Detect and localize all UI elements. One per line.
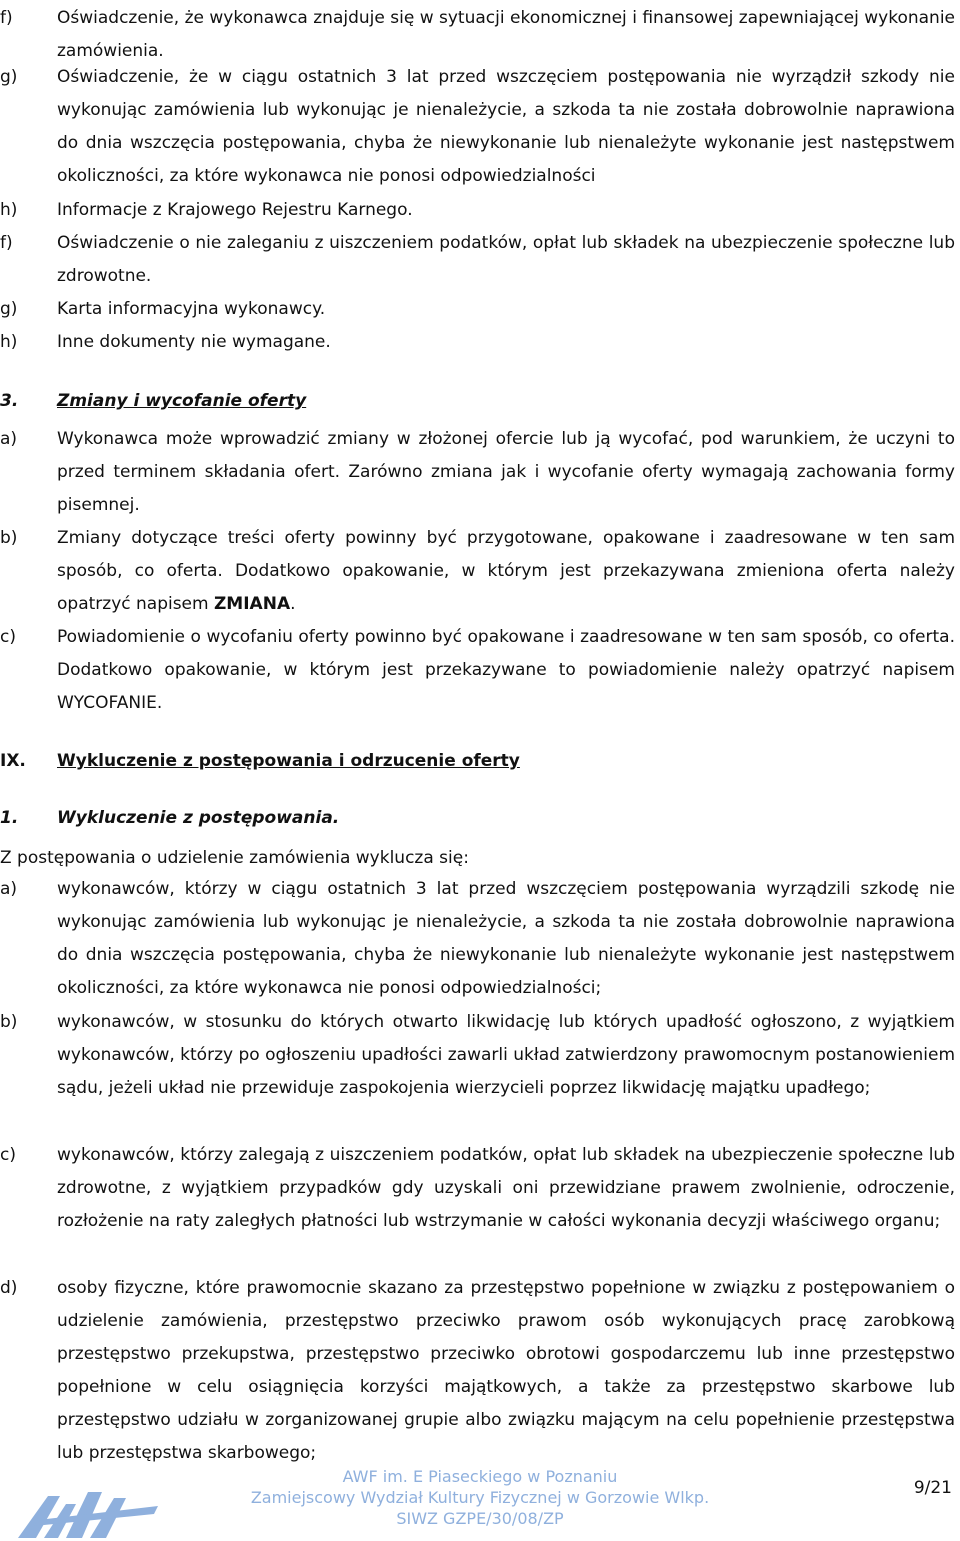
item-text: [57, 522, 955, 621]
list-item: [0, 293, 955, 326]
list-item: [0, 227, 955, 293]
item-label: h): [0, 200, 18, 220]
item-label: a): [0, 879, 18, 899]
item-text: wykonawców, w stosunku do których otwarto likwidację lub których upadłość ogłoszono, z wyjątkiem wykonawców, którzy po ogłoszeniu upadłości zawarli układ zatwierdzony prawomocnym postanowieniem sądu, jeżeli układ nie przewiduje zaspokojenia wierzycieli poprzez likwidację majątku upadłego;: [57, 1012, 955, 1098]
item-label: c): [0, 1145, 16, 1165]
item-text-main: Zmiany dotyczące treści oferty powinny być przygotowane, opakowane i zaadresowane w ten sam sposób, co oferta. Dodatkowo opakowanie, w którym jest przekazywana zmieniona oferta należy opatrzyć napisem: [57, 528, 955, 614]
item-text: Oświadczenie o nie zaleganiu z uiszczeniem podatków, opłat lub składek na ubezpieczenie społeczne lub zdrowotne.: [57, 233, 955, 286]
intro-text: Z postępowania o udzielenie zamówienia wyklucza się:: [0, 848, 469, 868]
list-item: [0, 1006, 955, 1105]
list-item: [0, 2, 955, 68]
item-text: wykonawców, którzy w ciągu ostatnich 3 lat przed wszczęciem postępowania wyrządzili szkodę nie wykonując zamówienia lub wykonując je nienależycie, a szkoda ta nie została dobrowolnie naprawiona do dnia wszczęcia postępowania, chyba że niewykonanie lub nienależyte wykonanie jest następstwem okoliczności, za które wykonawca nie ponosi odpowiedzialności;: [57, 879, 955, 998]
subsection-heading: [0, 803, 339, 833]
page-footer: [0, 1466, 960, 1541]
subsection-number: 1.: [0, 808, 19, 828]
chapter-number: IX.: [0, 751, 26, 771]
chapter-heading: [0, 746, 520, 776]
item-text: Oświadczenie, że wykonawca znajduje się w sytuacji ekonomicznej i finansowej zapewniającej wykonanie zamówienia.: [57, 8, 955, 61]
list-item: [0, 423, 955, 522]
item-text: Wykonawca może wprowadzić zmiany w złożonej ofercie lub ją wycofać, pod warunkiem, że uczyni to przed terminem składania ofert. Zarówno zmiana jak i wycofanie oferty wymagają zachowania formy pisemnej.: [57, 429, 955, 515]
list-item: [0, 61, 955, 193]
list-item: [0, 873, 955, 1005]
item-label: f): [0, 8, 13, 28]
footer-line-3: SIWZ GZPE/30/08/ZP: [396, 1509, 564, 1528]
subsection-title: Wykluczenie z postępowania.: [57, 808, 340, 828]
item-text: Inne dokumenty nie wymagane.: [57, 332, 331, 352]
item-label: c): [0, 627, 16, 647]
item-label: d): [0, 1278, 18, 1298]
item-text: Powiadomienie o wycofaniu oferty powinno być opakowane i zaadresowane w ten sam sposób, co oferta. Dodatkowo opakowanie, w którym jest przekazywane to powiadomienie należy opatrzyć napisem WYCOFANIE.: [57, 627, 955, 713]
item-label: a): [0, 429, 18, 449]
section-title: Zmiany i wycofanie oferty: [57, 391, 307, 411]
item-label: g): [0, 299, 18, 319]
list-item: [0, 621, 955, 720]
item-text: Karta informacyjna wykonawcy.: [57, 299, 326, 319]
item-label: b): [0, 1012, 18, 1032]
footer-info: [0, 1466, 960, 1529]
footer-line-1: AWF im. E Piaseckiego w Poznaniu: [342, 1467, 618, 1486]
item-text: wykonawców, którzy zalegają z uiszczeniem podatków, opłat lub składek na ubezpieczenie społeczne lub zdrowotne, z wyjątkiem przypadków gdy uzyskali oni przewidziane prawem zwolnienie, odroczenie, rozłożenie na raty zaległych płatności lub wstrzymanie w całości wykonania decyzji właściwego organu;: [57, 1145, 955, 1231]
item-label: g): [0, 67, 18, 87]
footer-line-2: Zamiejscowy Wydział Kultury Fizycznej w Gorzowie Wlkp.: [250, 1488, 710, 1507]
list-item: [0, 522, 955, 621]
item-label: h): [0, 332, 18, 352]
item-text: Oświadczenie, że w ciągu ostatnich 3 lat przed wszczęciem postępowania nie wyrządził szkody nie wykonując zamówienia lub wykonując je nienależycie, a szkoda ta nie została dobrowolnie naprawiona do dnia wszczęcia postępowania, chyba że niewykonanie lub nienależyte wykonanie jest następstwem okoliczności, za które wykonawca nie ponosi odpowiedzialności: [57, 67, 955, 186]
section-number: 3.: [0, 391, 19, 411]
item-label: b): [0, 528, 18, 548]
item-text-tail: .: [290, 594, 296, 614]
list-item: [0, 1272, 955, 1470]
list-item: [0, 326, 955, 359]
list-item: [0, 194, 955, 227]
chapter-title: Wykluczenie z postępowania i odrzucenie oferty: [57, 751, 520, 771]
item-text: osoby fizyczne, które prawomocnie skazano za przestępstwo popełnione w związku z postępowaniem o udzielenie zamówienia, przestępstwo przeciwko prawom osób wykonujących pracę zarobkową przestępstwo przekupstwa, przestępstwo przeciwko obrotowi gospodarczemu lub inne przestępstwo popełnione w celu osiągnięcia korzyści majątkowych, a także za przestępstwo skarbowe lub przestępstwo udziału w zorganizowanej grupie albo związku mającym na celu popełnienie przestępstwa lub przestępstwa skarbowego;: [57, 1278, 955, 1463]
list-item: [0, 1139, 955, 1238]
page-number: 9/21: [913, 1478, 952, 1498]
section-heading: [0, 386, 306, 416]
item-text: Informacje z Krajowego Rejestru Karnego.: [57, 200, 413, 220]
keyword-zmiana: ZMIANA: [213, 594, 291, 614]
item-label: f): [0, 233, 13, 253]
